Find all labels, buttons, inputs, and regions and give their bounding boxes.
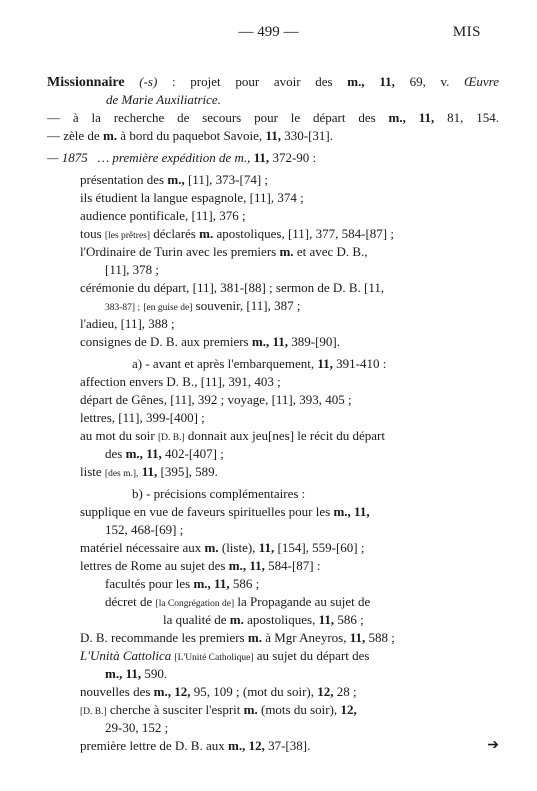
entry-line: au mot du soir [D. B.] donnait aux jeu[nes] le récit du départ (80, 428, 385, 443)
headword: Missionnaire (47, 75, 125, 90)
entry-line: tous [les prêtres] déclarés m. apostoliques, [11], 377, 584-[87] ; (80, 226, 394, 241)
entry-line: nouvelles des m., 12, 95, 109 ; (mot du soir), 12, 28 ; (80, 684, 357, 699)
entry-line: départ de Gênes, [11], 392 ; voyage, [11], 393, 405 ; (80, 392, 352, 407)
entry-line: b) - précisions complémentaires : (132, 486, 306, 501)
entry-line: ils étudient la langue espagnole, [11], 374 ; (80, 190, 304, 205)
entry-line: D. B. recommande les premiers m. à Mgr Aneyros, 11, 588 ; (80, 630, 395, 645)
entry-line: affection envers D. B., [11], 391, 403 ; (80, 374, 281, 389)
entry-line: Missionnaire (-s) : projet pour avoir des m., 11, 69, v. Œuvre (47, 74, 500, 90)
entry-line: 152, 468-[69] ; (105, 522, 184, 537)
entry-line: a) - avant et après l'embarquement, 11, 391-410 : (132, 356, 387, 371)
entry-line: [D. B.] cherche à susciter l'esprit m. (mots du soir), 12, (80, 702, 357, 717)
entry-line: matériel nécessaire aux m. (liste), 11, [154], 559-[60] ; (80, 540, 365, 555)
continue-arrow-icon: ➔ (487, 738, 499, 753)
entry-line: supplique en vue de faveurs spirituelles pour les m., 11, (80, 504, 370, 519)
entry-line: l'adieu, [11], 388 ; (80, 316, 175, 331)
entry-line: décret de [la Congrégation de] la Propagande au sujet de (105, 594, 371, 609)
entry-line: des m., 11, 402-[407] ; (105, 446, 224, 461)
entry-line: L'Unità Cattolica [L'Unité Catholique] au sujet du départ des (80, 648, 370, 663)
entry-line: cérémonie du départ, [11], 381-[88] ; sermon de D. B. [11, (80, 280, 385, 295)
entry-line: [11], 378 ; (105, 262, 160, 277)
entry-line: audience pontificale, [11], 376 ; (80, 208, 246, 223)
entry-line: l'Ordinaire de Turin avec les premiers m. et avec D. B., (80, 244, 368, 259)
entry-line: de Marie Auxiliatrice. (106, 92, 221, 107)
entry-line: 383-87] ; [en guise de] souvenir, [11], 387 ; (105, 298, 301, 313)
entry-line: — à la recherche de secours pour le départ des m., 11, 81, 154. (47, 110, 499, 125)
entry-line: présentation des m., [11], 373-[74] ; (80, 172, 269, 187)
entry-line: m., 11, 590. (105, 666, 168, 681)
entry-line: facultés pour les m., 11, 586 ; (105, 576, 260, 591)
entry-line: la qualité de m. apostoliques, 11, 586 ; (163, 612, 364, 627)
entry-line: liste [des m.], 11, [395], 589. (80, 464, 218, 479)
entry-line: lettres de Rome au sujet des m., 11, 584-[87] : (80, 558, 321, 573)
entry-line: consignes de D. B. aux premiers m., 11, 389-[90]. (80, 334, 340, 349)
running-head: MIS (452, 24, 481, 40)
entry-line: — zèle de m. à bord du paquebot Savoie, 11, 330-[31]. (47, 128, 333, 143)
page-header (0, 24, 537, 44)
entry-line: — 1875 … première expédition de m., 11, 372-90 : (47, 150, 317, 165)
entry-line: 29-30, 152 ; (105, 720, 169, 735)
page-number: — 499 — (238, 24, 299, 40)
entry-line: première lettre de D. B. aux m., 12, 37-[38]. ➔ (80, 738, 499, 753)
entry-line: lettres, [11], 399-[400] ; (80, 410, 205, 425)
index-entry (47, 73, 499, 755)
